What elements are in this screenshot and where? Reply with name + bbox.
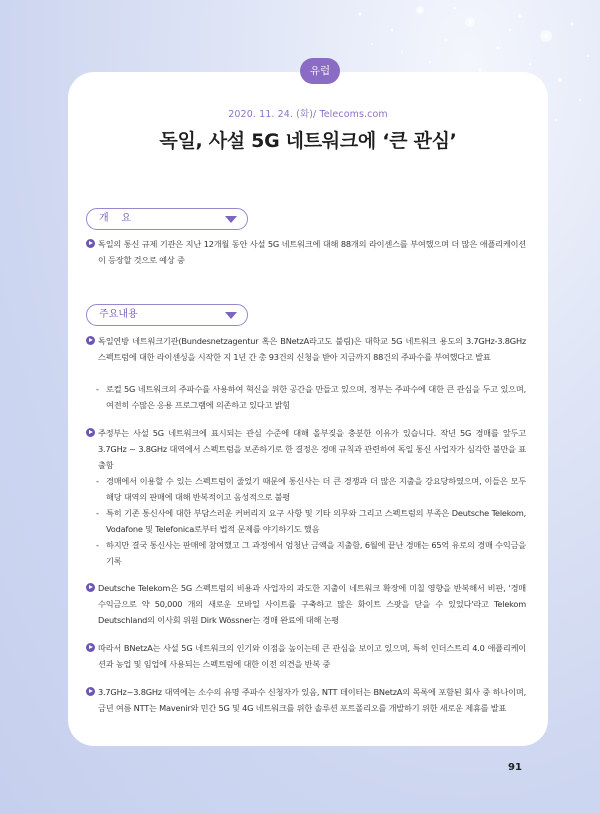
- main-bullet-4: 따라서 BNetzA는 사설 5G 네트워크의 인기와 이점을 높이는데 큰 관심을 보이고 있으며, 특히 인더스트리 4.0 애플리케이션과 농업 및 임업에 사용되는 스펙트럼에 대한 이전 의견을 반복 중: [86, 640, 526, 672]
- main-bullet-1-sub-1: - 로컬 5G 네트워크의 주파수를 사용하여 혁신을 위한 공간을 만들고 있으며, 정부는 주파수에 대한 큰 관심을 두고 있으며, 여전히 수많은 응용 프로그램에 의존하고 있다고 밝힘: [96, 384, 526, 410]
- arrow-bullet-icon: [86, 239, 95, 248]
- main-bullet-2-sub-2: - 특히 기존 통신사에 대한 부담스러운 커버리지 요구 사항 및 기타 의무와 그리고 스펙트럼의 부족은 Deutsche Telekom, Vodafone 및 Telefonica로부터 법적 문제를 야기하기도 했음: [96, 508, 526, 534]
- triangle-down-icon: [225, 312, 237, 319]
- main-bullet-2-sub-1: - 경매에서 이용할 수 있는 스펙트럼이 줄었기 때문에 통신사는 더 큰 경쟁과 더 많은 지출을 강요당하였으며, 이들은 모두 해당 대역의 판매에 대해 반복적이고 음성적으로 불평: [96, 476, 526, 502]
- main-bullet-3: Deutsche Telekom은 5G 스펙트럼의 비용과 사업자의 과도한 지출이 네트워크 확장에 미칠 영향을 반복해서 비판, '경매 수익금으로 약 50,000 개의 새로운 모바일 사이트를 구축하고 많은 화이트 스팟을 닫을 수 있었다'라고 Telekom Deutschland의 이사회 위원 Dirk Wössner는 경매 완료에 대해 논평: [86, 580, 526, 628]
- main-label: 주요내용: [99, 309, 138, 320]
- main-bullet-5: 3.7GHz~3.8GHz 대역에는 소수의 유명 주파수 신청자가 있음, NTT 데이터는 BNetzA의 목록에 포함된 회사 중 하나이며, 금년 여름 NTT는 Mavenir와 민간 5G 및 4G 네트워크를 위한 솔루션 포트폴리오를 개발하기 위한 새로운 제휴를 발표: [86, 684, 526, 716]
- overview-bullet: 독일의 통신 규제 기관은 지난 12개월 동안 사설 5G 네트워크에 대해 88개의 라이센스를 부여했으며 더 많은 애플리케이션이 등장할 것으로 예상 중: [86, 236, 526, 268]
- arrow-bullet-icon: [86, 336, 95, 345]
- overview-section-tab: [86, 208, 248, 230]
- region-tag: 유럽: [300, 58, 340, 84]
- triangle-down-icon: [225, 216, 237, 223]
- arrow-bullet-icon: [86, 687, 95, 696]
- arrow-bullet-icon: [86, 428, 95, 437]
- arrow-bullet-icon: [86, 583, 95, 592]
- page-title: 독일, 사설 5G 네트워크에 ‘큰 관심’: [159, 130, 457, 152]
- main-bullet-1: 독일연방 네트워크기관(Bundesnetzagentur 혹은 BNetzA라고도 불림)은 대학교 5G 네트워크 용도의 3.7GHz-3.8GHz 스펙트럼에 대한 라이센싱을 시작한 지 1년 간 총 93건의 신청을 받아 지금까지 88건의 주파수를 부여했다고 발표: [86, 333, 526, 365]
- main-bullet-2-sub-3: - 하지만 결국 통신사는 판매에 참여했고 그 과정에서 엄청난 금액을 지출함, 6월에 끝난 경매는 65억 유로의 경매 수익금을 기록: [96, 540, 526, 566]
- main-bullet-2: 주정부는 사설 5G 네트워크에 표시되는 관심 수준에 대해 올부짖을 충분한 이유가 있습니다. 작년 5G 경매를 앞두고 3.7GHz ~ 3.8GHz 대역에서 스펙트럼을 보존하기로 한 결정은 경매 규칙과 관련하여 독일 통신 사업자가 심각한 불만을 표출함: [86, 425, 526, 473]
- arrow-bullet-icon: [86, 643, 95, 652]
- main-section-tab: [86, 304, 248, 326]
- page-number: 91: [508, 762, 522, 773]
- article-meta: 2020. 11. 24. (화)/ Telecoms.com: [228, 109, 388, 120]
- overview-label: 개 요: [99, 213, 132, 224]
